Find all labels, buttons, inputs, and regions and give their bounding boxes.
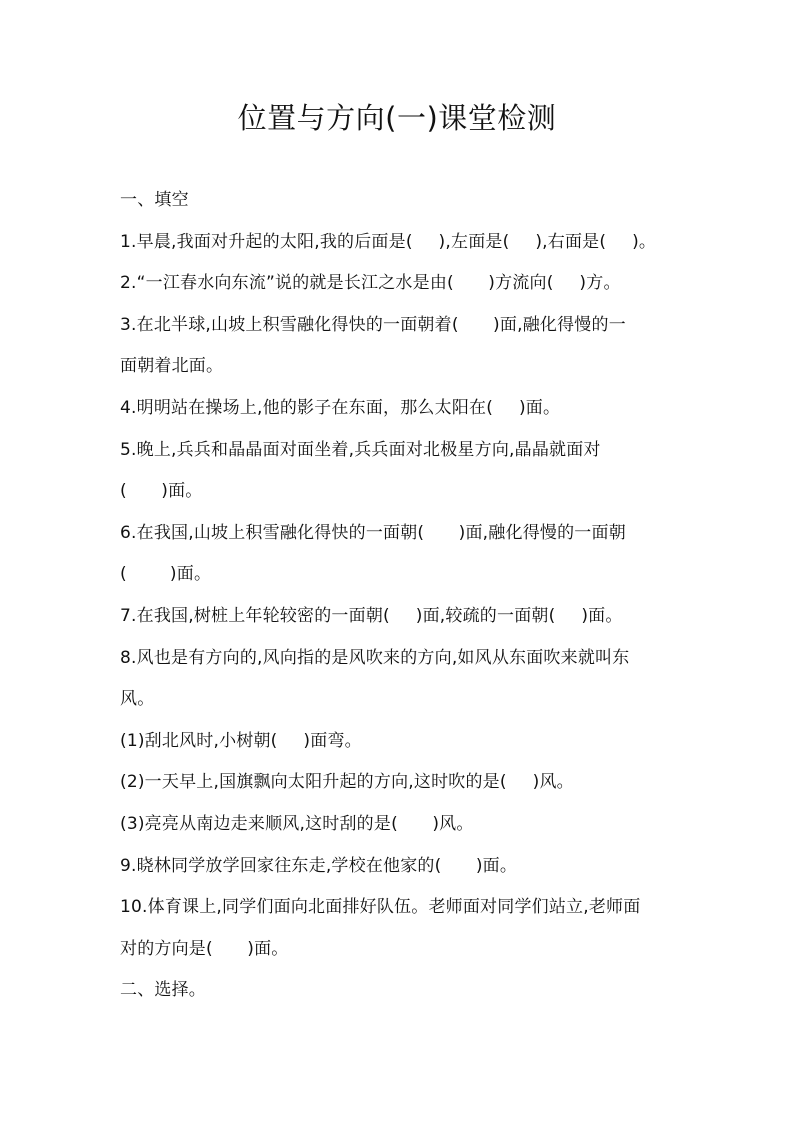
question-4: 4.明明站在操场上,他的影子在东面，那么太阳在( )面。 (120, 397, 561, 418)
question-5: 5.晚上,兵兵和晶晶面对面坐着,兵兵面对北极星方向,晶晶就面对 (120, 439, 601, 460)
question-8: 8.风也是有方向的,风向指的是风吹来的方向,如风从东面吹来就叫东 (120, 647, 630, 668)
question-1: 1.早晨,我面对升起的太阳,我的后面是( ),左面是( ),右面是( )。 (120, 231, 657, 252)
question-5-continued: ( )面。 (120, 481, 203, 502)
question-8-continued: 风。 (120, 689, 155, 710)
question-7: 7.在我国,树桩上年轮较密的一面朝( )面,较疏的一面朝( )面。 (120, 605, 623, 626)
question-8-sub-1: (1)刮北风时,小树朝( )面弯。 (120, 730, 362, 751)
section-heading-multiple-choice: 二、选择。 (120, 980, 206, 1001)
question-6: 6.在我国,山坡上积雪融化得快的一面朝( )面,融化得慢的一面朝 (120, 522, 626, 543)
question-2: 2.“一江春水向东流”说的就是长江之水是由( )方流向( )方。 (120, 273, 621, 294)
question-3-continued: 面朝着北面。 (120, 356, 224, 377)
question-6-continued: ( )面。 (120, 564, 212, 585)
question-8-sub-3: (3)亮亮从南边走来顺风,这时刮的是( )风。 (120, 813, 474, 834)
question-9: 9.晓林同学放学回家往东走,学校在他家的( )面。 (120, 855, 518, 876)
section-heading-fill-in: 一、填空 (120, 190, 189, 210)
worksheet-content (120, 180, 680, 1012)
question-10: 10.体育课上,同学们面向北面排好队伍。老师面对同学们站立,老师面 (120, 897, 641, 918)
question-10-continued: 对的方向是( )面。 (120, 938, 289, 959)
question-3: 3.在北半球,山坡上积雪融化得快的一面朝着( )面,融化得慢的一 (120, 314, 626, 335)
page-title: 位置与方向(一)课堂检测 (237, 101, 557, 135)
question-8-sub-2: (2)一天早上,国旗飘向太阳升起的方向,这时吹的是( )风。 (120, 772, 574, 793)
